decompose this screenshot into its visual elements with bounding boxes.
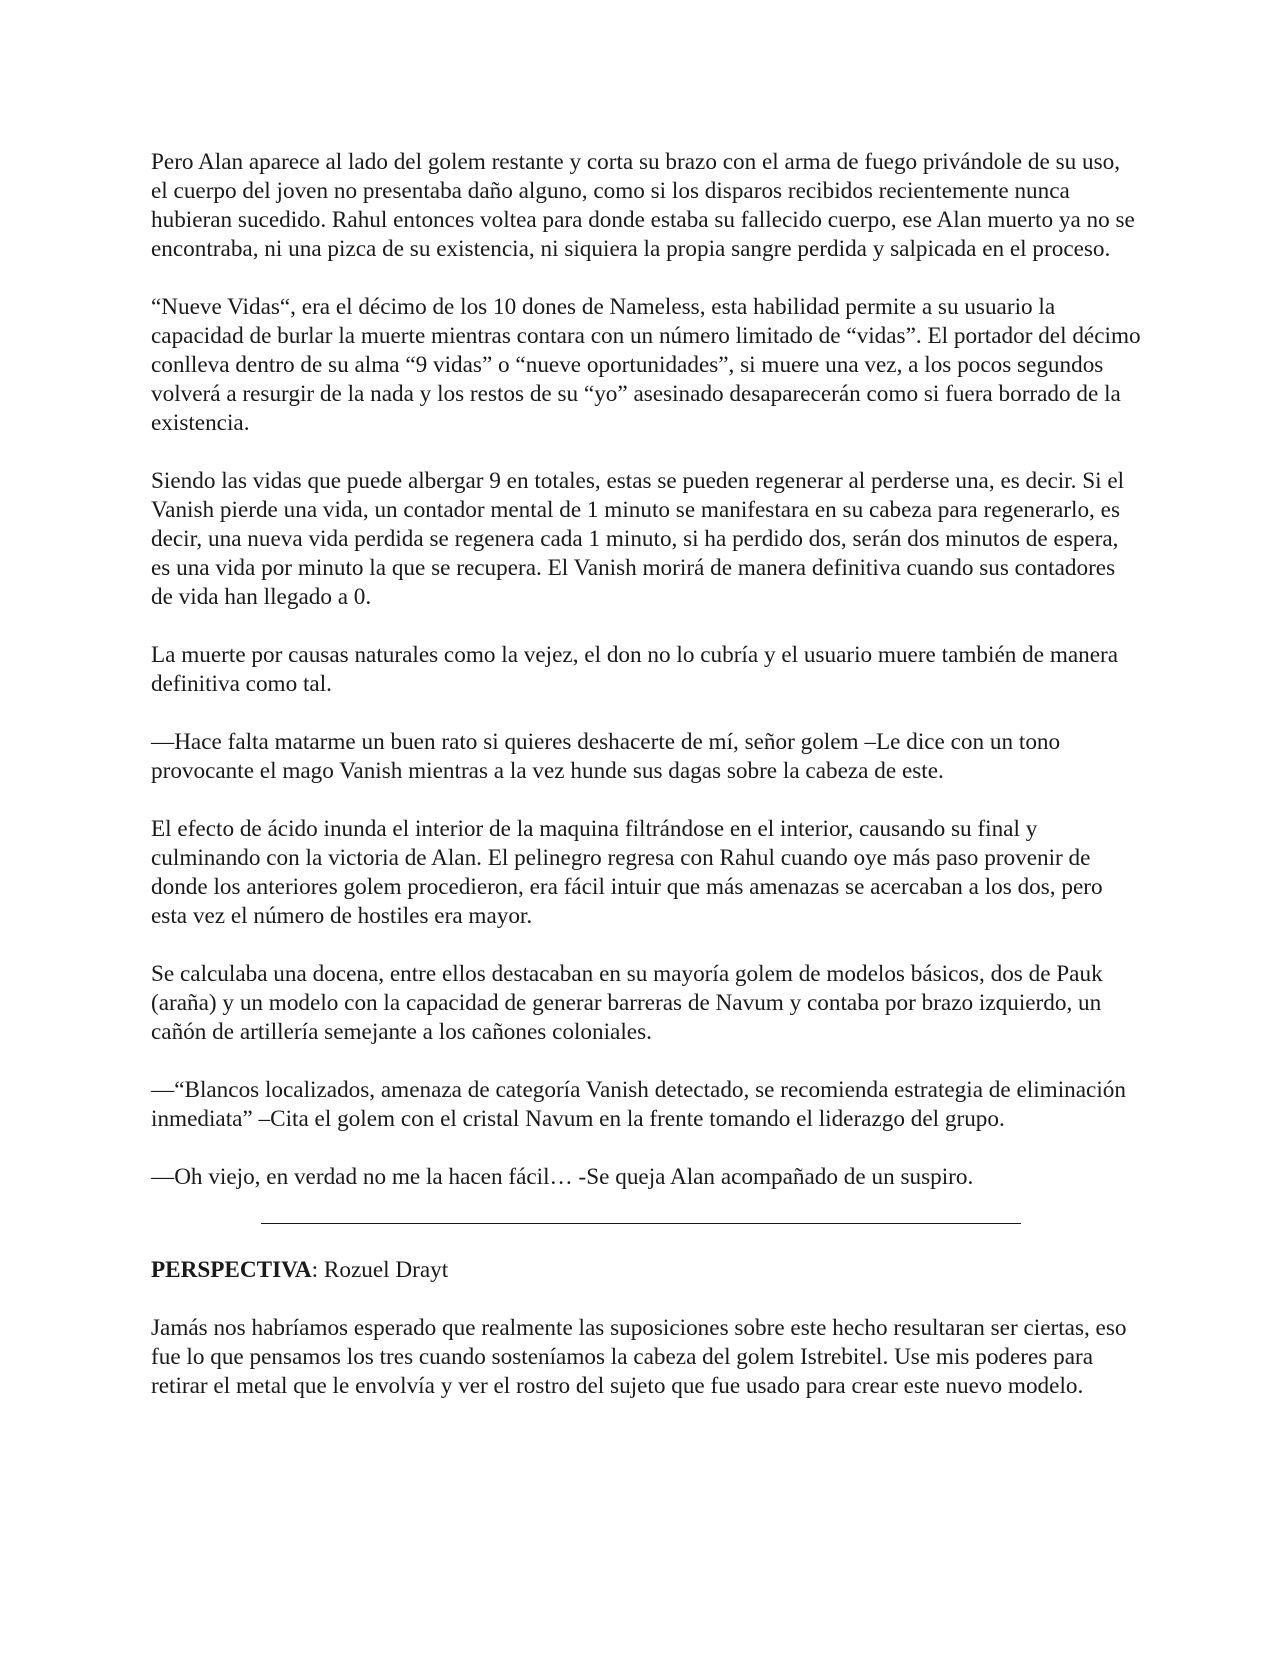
paragraph: El efecto de ácido inunda el interior de la maquina filtrándose en el interior, causando su final y culminando con la victoria de Alan. El pelinegro regresa con Rahul cuando oye más paso provenir de donde los anteriores golem procedieron, era fácil intuir que más amenazas se acercaban a los dos, pero esta vez el número de hostiles era mayor. [151,816,1103,929]
paragraph: —“Blancos localizados, amenaza de categoría Vanish detectado, se recomienda estrategia de eliminación inmediata” –Cita el golem con el cristal Navum en la frente tomando el liderazgo del grupo. [151,1077,1126,1132]
paragraph: “Nueve Vidas“, era el décimo de los 10 dones de Nameless, esta habilidad permite a su usuario la capacidad de burlar la muerte mientras contara con un número limitado de “vidas”. El portador del décimo conlleva dentro de su alma “9 vidas” o “nueve oportunidades”, si muere una vez, a los pocos segundos volverá a resurgir de la nada y los restos de su “yo” asesinado desaparecerán como si fuera borrado de la existencia. [151,294,1141,436]
paragraph: La muerte por causas naturales como la vejez, el don no lo cubría y el usuario muere también de manera definitiva como tal. [151,642,1119,697]
paragraph: Jamás nos habríamos esperado que realmente las suposiciones sobre este hecho resultaran ser ciertas, eso fue lo que pensamos los tres cuando sosteníamos la cabeza del golem Istrebitel. Use mis poderes para retirar el metal que le envolvía y ver el rostro del sujeto que fue usado para crear este nuevo modelo. [151,1315,1127,1399]
paragraph: Siendo las vidas que puede albergar 9 en totales, estas se pueden regenerar al perderse una, es decir. Si el Vanish pierde una vida, un contador mental de 1 minuto se manifestara en su cabeza para regenerarlo, es decir, una nueva vida perdida se regenera cada 1 minuto, si ha perdido dos, serán dos minutos de espera, es una vida por minuto la que se recupera. El Vanish morirá de manera definitiva cuando sus contadores de vida han llegado a 0. [151,468,1125,610]
perspective-heading [151,1256,1141,1285]
paragraph: —Oh viejo, en verdad no me la hacen fácil… -Se queja Alan acompañado de un suspiro. [151,1164,974,1190]
paragraph: —Hace falta matarme un buen rato si quieres deshacerte de mí, señor golem –Le dice con un tono provocante el mago Vanish mientras a la vez hunde sus dagas sobre la cabeza de este. [151,729,1061,784]
paragraph: Pero Alan aparece al lado del golem restante y corta su brazo con el arma de fuego privándole de su uso, el cuerpo del joven no presentaba daño alguno, como si los disparos recibidos recientemente nunca hubieran sucedido. Rahul entonces voltea para donde estaba su fallecido cuerpo, ese Alan muerto ya no se encontraba, ni una pizca de su existencia, ni siquiera la propia sangre perdida y salpicada en el proceso. [151,149,1135,262]
paragraph: Se calculaba una docena, entre ellos destacaban en su mayoría golem de modelos básicos, dos de Pauk (araña) y un modelo con la capacidad de generar barreras de Navum y contaba por brazo izquierdo, un cañón de artillería semejante a los cañones coloniales. [151,961,1103,1045]
document-body [151,148,1141,1430]
section-divider [261,1223,1021,1224]
perspective-label: PERSPECTIVA [151,1257,312,1283]
perspective-value: : Rozuel Drayt [311,1257,449,1283]
